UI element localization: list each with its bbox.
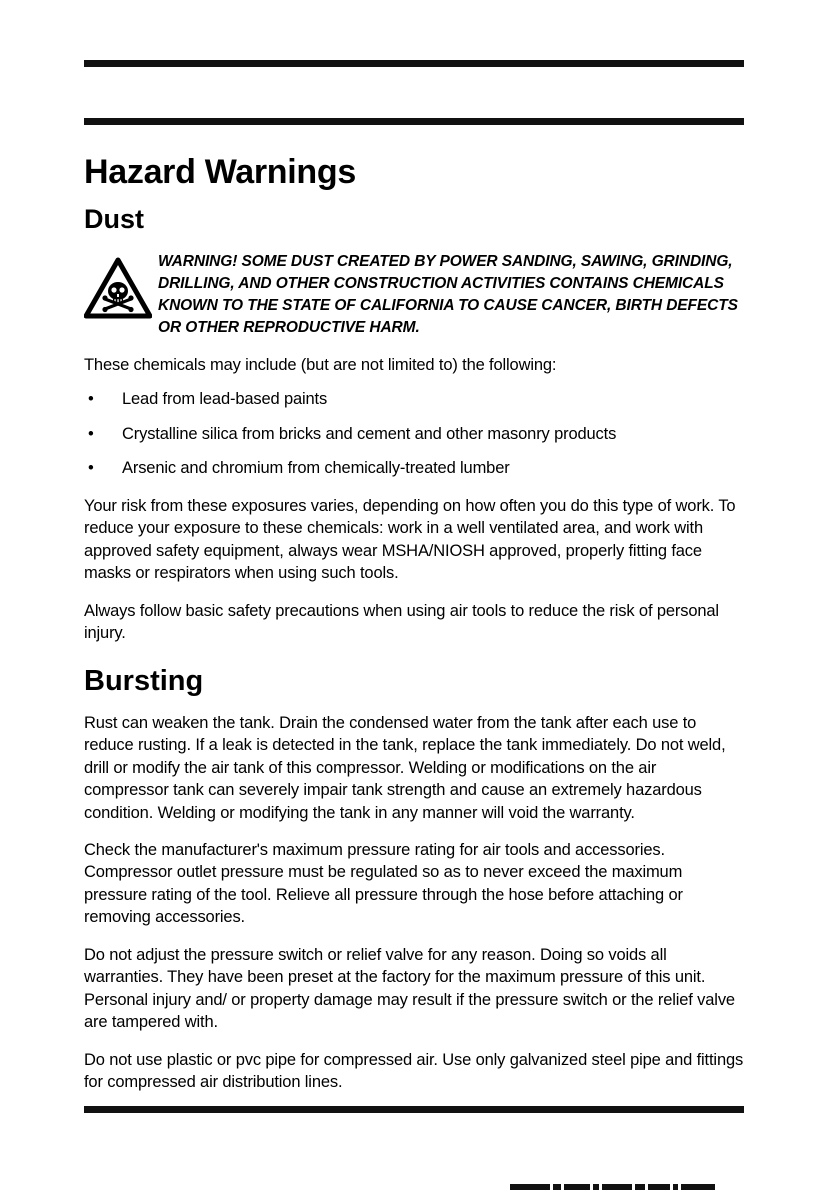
bursting-paragraph-2: Check the manufacturer's maximum pressure rating for air tools and accessories. Compressor outlet pressure must be regulated so as to never exceed the maximum pressure rating of the tool. Relieve all pressure through the hose before attaching or removing accessories. [84, 841, 683, 927]
list-item-label: Lead from lead-based paints [122, 390, 328, 409]
header-rule-top [84, 60, 744, 67]
section-heading-bursting: Bursting [84, 665, 204, 698]
dust-paragraph-1: Your risk from these exposures varies, depending on how often you do this type of work. To reduce your exposure to these chemicals: work in a well ventilated area, and work with approved safety equipment, always wear MSHA/NIOSH approved, properly fitting face masks or respirators when using such tools. [84, 496, 736, 583]
page-content [84, 60, 744, 1093]
footer-scan-artifact [510, 1180, 750, 1190]
page-title: Hazard Warnings [84, 153, 356, 191]
bursting-paragraph-1: Rust can weaken the tank. Drain the condensed water from the tank after each use to reduce rusting. If a leak is detected in the tank, replace the tank immediately. Do not weld, drill or modify the air tank of this compressor. Welding or modifications on the air compressor tank can severely impair tank strength and cause an extremely hazardous condition. Welding or modifying the tank in any manner will void the warranty. [84, 713, 726, 822]
bullet-icon: • [88, 390, 94, 409]
warning-text: WARNING! SOME DUST CREATED BY POWER SANDING, SAWING, GRINDING, DRILLING, AND OTHER CONSTRUCTION ACTIVITIES CONTAINS CHEMICALS KNOWN TO THE STATE OF CALIFORNIA TO CAUSE CANCER, BIRTH DEFECTS OR OTHER REPRODUCTIVE HARM. [158, 253, 738, 337]
warning-callout [84, 251, 744, 339]
bursting-paragraph-3: Do not adjust the pressure switch or relief valve for any reason. Doing so voids all warranties. They have been preset at the factory for the maximum pressure of this unit. Personal injury and/ or property damage may result if the pressure switch or the relief valve are tampered with. [84, 945, 735, 1032]
bullet-icon: • [88, 459, 94, 478]
list-item-label: Arsenic and chromium from chemically-treated lumber [122, 459, 510, 478]
list-item [84, 388, 744, 410]
bullet-icon: • [88, 424, 94, 443]
list-item-label: Crystalline silica from bricks and cement and other masonry products [122, 424, 617, 443]
list-item [84, 423, 744, 445]
dust-intro-text: These chemicals may include (but are not limited to) the following: [84, 356, 557, 375]
list-item [84, 457, 744, 479]
footer-rule [84, 1106, 744, 1113]
header-rule-second [84, 118, 744, 125]
section-heading-dust: Dust [84, 203, 144, 234]
bursting-paragraph-4: Do not use plastic or pvc pipe for compressed air. Use only galvanized steel pipe and fittings for compressed air distribution lines. [84, 1050, 744, 1091]
dust-paragraph-2: Always follow basic safety precautions when using air tools to reduce the risk of personal injury. [84, 601, 719, 642]
chemicals-list [84, 388, 744, 479]
skull-crossbones-hazard-icon [84, 251, 158, 324]
